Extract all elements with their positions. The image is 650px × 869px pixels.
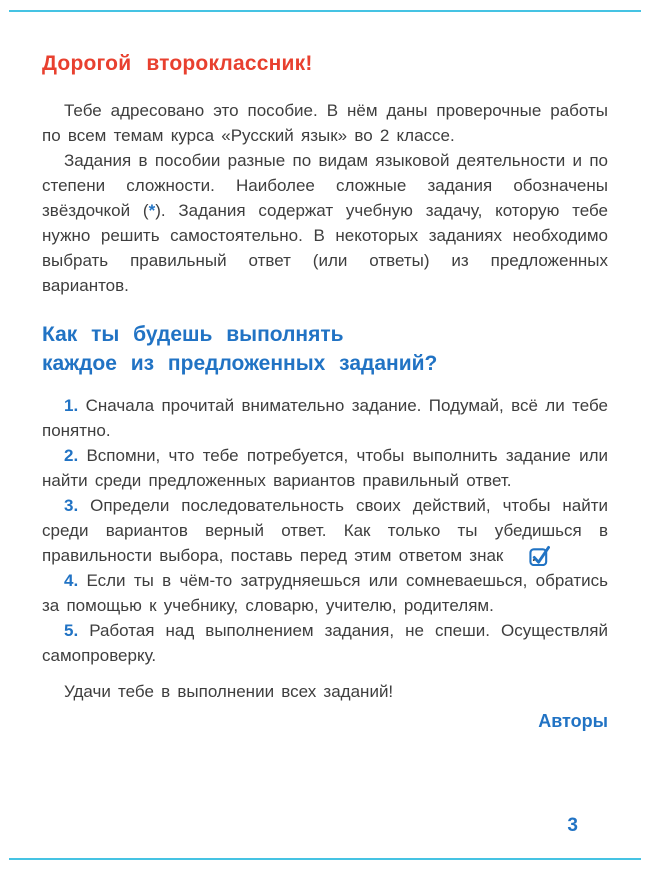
intro-paragraph-2-text: Задания в пособии разные по видам языковой деятельности и по степени сложности. Наиболее сложные задания обозначены звёздочкой ( <box>42 151 608 220</box>
bottom-border-line <box>9 858 641 860</box>
checkmark-icon <box>507 545 528 566</box>
intro-paragraph-1: Тебе адресовано это пособие. В нём даны проверочные работы по всем темам курса «Русский язык» во 2 классе. <box>42 101 608 145</box>
step-text-1: Сначала прочитай внимательно задание. Подумай, всё ли тебе понятно. <box>42 396 608 440</box>
step-number-2: 2. <box>64 446 79 465</box>
step-item-1 <box>42 393 608 443</box>
asterisk-marker: * <box>148 201 156 220</box>
page-number: 3 <box>567 815 578 836</box>
step-text-4: Если ты в чём-то затрудняешься или сомневаешься, обратись за помощью к учебнику, словарю, учителю, родителям. <box>42 571 608 615</box>
step-item-3 <box>42 493 608 568</box>
section-title-line1: Как ты будешь выполнять <box>42 323 344 346</box>
step-item-2 <box>42 443 608 493</box>
step-number-4: 4. <box>64 571 79 590</box>
closing-line: Удачи тебе в выполнении всех заданий! <box>64 682 394 701</box>
step-number-1: 1. <box>64 396 79 415</box>
step-item-5 <box>42 618 608 668</box>
step-number-3: 3. <box>64 496 79 515</box>
instructions-list <box>42 393 608 668</box>
step-text-2: Вспомни, что тебе потребуется, чтобы выполнить задание или найти среди предложенных вариантов правильный ответ. <box>42 446 609 490</box>
section-title-line2: каждое из предложенных заданий? <box>42 352 438 375</box>
step-number-5: 5. <box>64 621 79 640</box>
step-item-4 <box>42 568 608 618</box>
page-title: Дорогой второклассник! <box>42 52 313 75</box>
step-text-5: Работая над выполнением задания, не спеши. Осуществляй самопроверку. <box>42 621 608 665</box>
intro-paragraph-2 <box>42 148 608 298</box>
intro-paragraph-2-text-after: ). Задания содержат учебную задачу, которую тебе нужно решить самостоятельно. В некоторых заданиях необходимо выбрать правильный ответ (или ответы) из предложенных вариантов. <box>42 201 608 295</box>
section-title <box>42 320 608 378</box>
step-text-3: Определи последовательность своих действий, чтобы найти среди вариантов верный ответ. Как только ты убедишься в правильности выбора, поставь перед этим ответом знак <box>42 496 609 565</box>
top-border-line <box>9 10 641 12</box>
step-text-3-after: . <box>531 546 537 565</box>
authors-signature: Авторы <box>538 711 608 731</box>
